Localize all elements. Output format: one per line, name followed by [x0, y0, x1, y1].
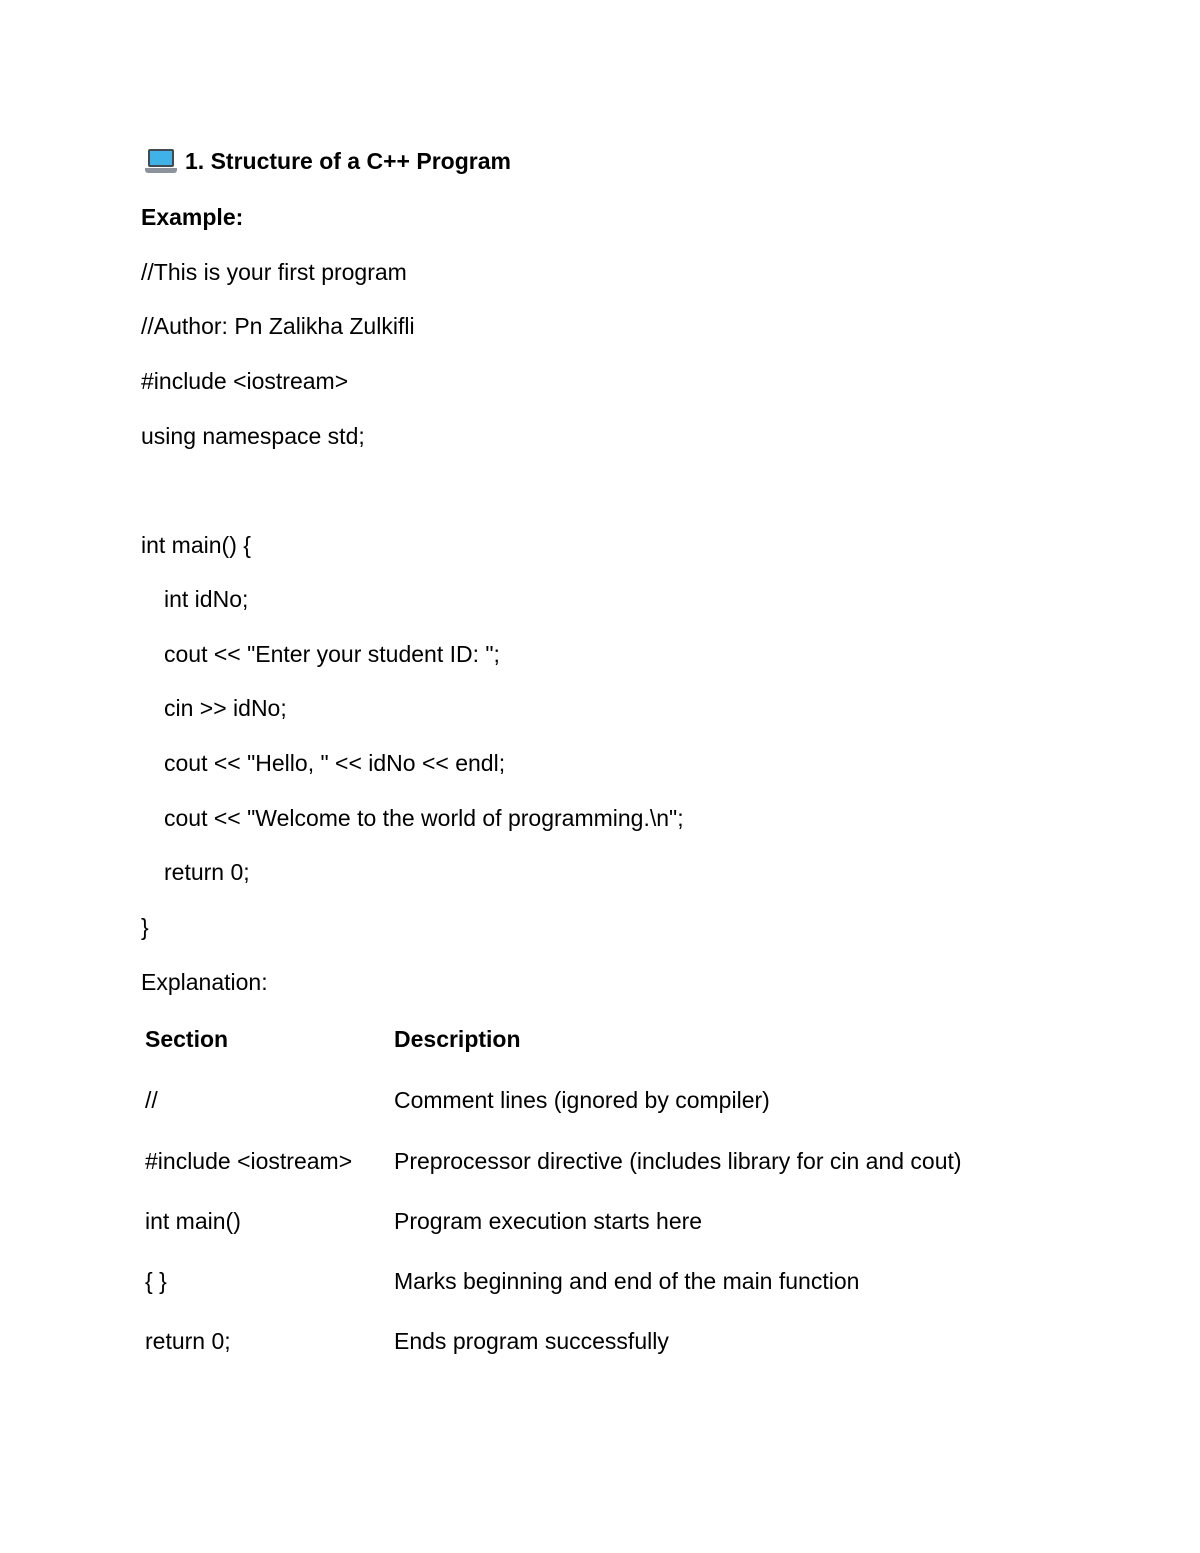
code-line-welcome: cout << "Welcome to the world of programming.\n"; — [164, 805, 684, 831]
table-cell-section: // — [145, 1087, 158, 1113]
table-header-section: Section — [145, 1026, 229, 1052]
table-cell-section: #include <iostream> — [145, 1148, 353, 1174]
code-line-comment-1: //This is your first program — [141, 259, 407, 285]
code-line-main: int main() { — [141, 532, 251, 558]
code-line-input: cin >> idNo; — [164, 695, 287, 721]
section-heading-text: 1. Structure of a C++ Program — [185, 148, 511, 174]
table-cell-section: int main() — [145, 1208, 241, 1234]
table-cell-description: Marks beginning and end of the main function — [394, 1268, 860, 1294]
table-cell-section: { } — [145, 1268, 167, 1294]
code-line-include: #include <iostream> — [141, 368, 349, 394]
code-line-return: return 0; — [164, 859, 250, 885]
table-cell-section: return 0; — [145, 1328, 231, 1354]
explanation-label: Explanation: — [141, 969, 268, 995]
section-heading — [145, 147, 511, 175]
table-cell-description: Preprocessor directive (includes library for cin and cout) — [394, 1148, 962, 1174]
table-cell-description: Ends program successfully — [394, 1328, 669, 1354]
table-cell-description: Comment lines (ignored by compiler) — [394, 1087, 770, 1113]
table-cell-description: Program execution starts here — [394, 1208, 703, 1234]
code-line-comment-2: //Author: Pn Zalikha Zulkifli — [141, 313, 415, 339]
example-label: Example: — [141, 204, 244, 230]
code-line-declaration: int idNo; — [164, 586, 249, 612]
code-line-close-brace: } — [141, 914, 149, 940]
code-line-prompt: cout << "Enter your student ID: "; — [164, 641, 500, 667]
laptop-icon — [145, 147, 177, 175]
table-header-description: Description — [394, 1026, 521, 1052]
code-line-hello: cout << "Hello, " << idNo << endl; — [164, 750, 506, 776]
code-line-using: using namespace std; — [141, 423, 365, 449]
